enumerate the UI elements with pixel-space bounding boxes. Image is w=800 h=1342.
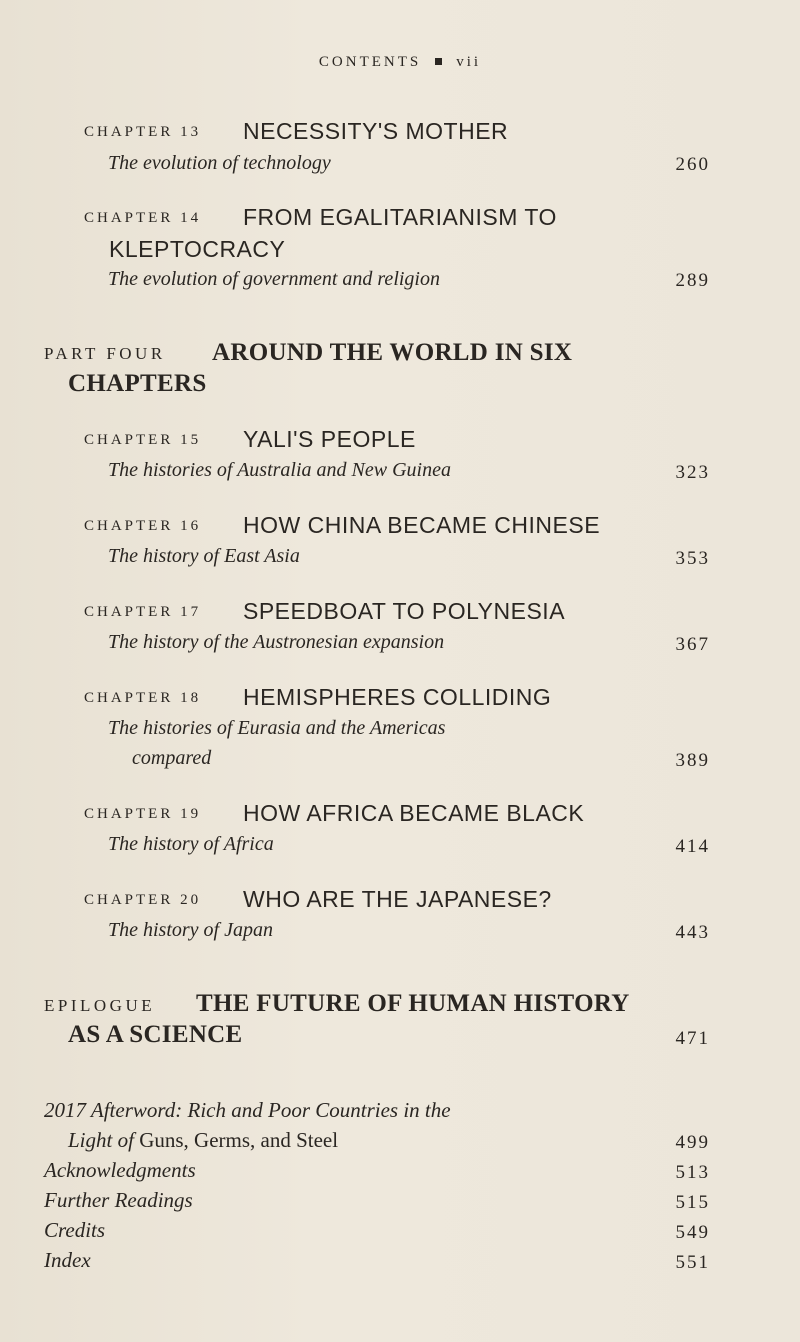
chapter-subtitle: The histories of Eurasia and the Americas — [108, 717, 446, 739]
back-matter-title: Acknowledgments — [44, 1158, 196, 1182]
chapter-subtitle: The history of Japan — [108, 919, 273, 941]
afterword-title-italic: Light of — [68, 1128, 140, 1152]
chapter-title: FROM EGALITARIANISM TO — [243, 204, 557, 230]
chapter-title: WHO ARE THE JAPANESE? — [243, 886, 552, 912]
chapter-subtitle: The evolution of government and religion — [108, 268, 440, 290]
chapter-subtitle: The history of Africa — [108, 833, 274, 855]
afterword-title-line2 — [68, 1128, 338, 1153]
afterword-title: 2017 Afterword: Rich and Poor Countries in the — [44, 1098, 451, 1122]
page-number: 414 — [675, 836, 710, 857]
chapter-label: CHAPTER 14 — [84, 210, 202, 226]
part-label: PART FOUR — [44, 344, 166, 363]
page-number: 549 — [675, 1222, 710, 1243]
page-number: 471 — [675, 1028, 710, 1049]
page-number: 353 — [675, 548, 710, 569]
page-number: 323 — [675, 462, 710, 483]
chapter-label: CHAPTER 15 — [84, 432, 202, 448]
page-number: 443 — [675, 922, 710, 943]
chapter-label: CHAPTER 16 — [84, 518, 202, 534]
chapter-title: HEMISPHERES COLLIDING — [243, 684, 552, 710]
running-head-section: CONTENTS — [318, 54, 422, 70]
page-number: 499 — [675, 1132, 710, 1153]
page-number: 513 — [675, 1162, 710, 1183]
chapter-label: CHAPTER 18 — [84, 690, 202, 706]
chapter-label: CHAPTER 20 — [84, 892, 202, 908]
chapter-label: CHAPTER 13 — [84, 124, 202, 140]
chapter-subtitle: The histories of Australia and New Guinea — [108, 459, 451, 481]
page-number: 551 — [675, 1252, 710, 1273]
chapter-title: HOW CHINA BECAME CHINESE — [243, 512, 601, 538]
running-head-page: vii — [456, 54, 482, 70]
back-matter-title: Index — [44, 1248, 91, 1272]
epilogue-title: THE FUTURE OF HUMAN HISTORY — [196, 990, 630, 1017]
chapter-title: SPEEDBOAT TO POLYNESIA — [243, 598, 566, 624]
chapter-title: HOW AFRICA BECAME BLACK — [243, 800, 585, 826]
chapter-label: CHAPTER 19 — [84, 806, 202, 822]
page-number: 515 — [675, 1192, 710, 1213]
epilogue-title-line2: AS A SCIENCE — [68, 1021, 243, 1048]
chapter-subtitle: The history of the Austronesian expansion — [108, 631, 445, 653]
chapter-label: CHAPTER 17 — [84, 604, 202, 620]
back-matter-title: Credits — [44, 1218, 106, 1242]
chapter-title-line2: KLEPTOCRACY — [109, 236, 286, 262]
part-title: AROUND THE WORLD IN SIX — [212, 339, 573, 366]
page-number: 367 — [675, 634, 710, 655]
square-bullet-icon — [435, 58, 442, 65]
chapter-subtitle: The history of East Asia — [108, 545, 300, 567]
chapter-title: NECESSITY'S MOTHER — [243, 118, 509, 144]
chapter-title: YALI'S PEOPLE — [243, 426, 416, 452]
afterword-title-roman: Guns, Germs, and Steel — [139, 1128, 339, 1152]
page-number: 389 — [675, 750, 710, 771]
part-title-line2: CHAPTERS — [68, 370, 207, 397]
chapter-subtitle-line2: compared — [132, 747, 212, 769]
running-head — [0, 54, 800, 71]
page-number: 260 — [675, 154, 710, 175]
epilogue-label: EPILOGUE — [44, 996, 156, 1015]
page-number: 289 — [675, 270, 710, 291]
back-matter-title: Further Readings — [44, 1188, 193, 1212]
chapter-subtitle: The evolution of technology — [108, 152, 331, 174]
